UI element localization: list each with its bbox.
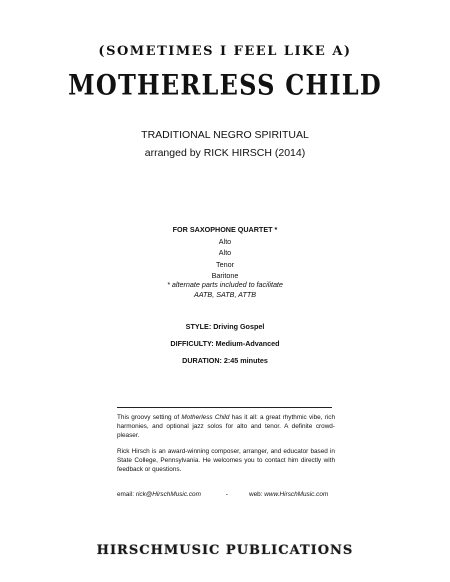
credits (0, 126, 450, 162)
title-prefix: (SOMETIMES I FEEL LIKE A) (98, 44, 352, 59)
bio-paragraph: Rick Hirsch is an award-winning composer, arranger, and educator based in State College, Pennsylvania. He welcomes you to contact him directly with feedback or questions. (117, 448, 335, 473)
instrumentation (0, 224, 450, 282)
email-label: email: (117, 491, 136, 498)
email-line (117, 491, 201, 498)
separator: . (226, 490, 228, 497)
description-paragraph (117, 413, 335, 440)
piece-details (0, 318, 450, 369)
origin-text: TRADITIONAL NEGRO SPIRITUAL (141, 129, 309, 141)
part-item: Baritone (211, 271, 239, 280)
text-run: has it all: a great rhythmic vibe, rich harmonies, and optional jazz solos for alto and tenor. A definite crowd-pleaser. (117, 414, 336, 439)
web-line (249, 491, 328, 498)
alternate-parts-note (0, 280, 450, 300)
web-link[interactable]: www.HirschMusic.com (264, 491, 329, 498)
piece-title-italic: Motherless Child (181, 414, 230, 421)
arranger-text: arranged by RICK HIRSCH (2014) (144, 147, 306, 159)
note-line: AATB, SATB, ATTB (193, 290, 257, 299)
part-item: Alto (218, 248, 232, 257)
part-item: Tenor (216, 259, 234, 269)
part-item: Alto (218, 236, 232, 246)
publisher-logo: HIRSCHMUSIC PUBLICATIONS (96, 543, 354, 558)
divider (117, 407, 332, 408)
difficulty-text: DIFFICULTY: Medium-Advanced (170, 339, 280, 348)
description (117, 413, 335, 481)
note-line: * alternate parts included to facilitate (167, 280, 283, 289)
duration-text: DURATION: 2:45 minutes (182, 356, 268, 365)
web-label: web: (249, 491, 265, 498)
instrumentation-header: FOR SAXOPHONE QUARTET * (172, 225, 278, 234)
text-run: This groovy setting of (117, 414, 182, 421)
email-link[interactable]: rick@HirschMusic.com (135, 491, 201, 498)
page-title: MOTHERLESS CHILD (68, 67, 382, 102)
style-text: STYLE: Driving Gospel (185, 322, 265, 331)
